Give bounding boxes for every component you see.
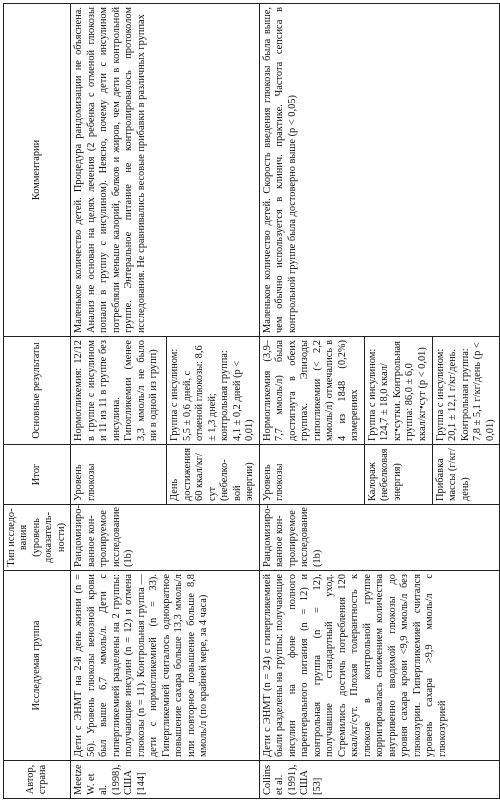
cell-result: Группа с инсулином: 124,7 ± 18,0 ккал/кг•сутки. Контрольная группа: 86,0 ± 6,0 ккал/кг•сут (p < 0,01): [364, 337, 432, 445]
cell-author: Meetze W. et al. (1998), США [144]: [71, 761, 259, 799]
cell-outcome: Калораж (небелковая энергия): [364, 445, 432, 505]
cell-result: Группа с инсулином: 5,5 ± 0,6 дней, с отменой глюкозы: 8,6 ± 1,3 дней; контрольная группа: 4,1 ± 0,2 дней (p < 0,01): [167, 337, 259, 445]
cell-comment: Маленькое количество детей. Процедура рандомизации не объяснена. Анализ не основан на целях лечения (2 ребенка с отменой глюкозы попали в группу с инсулином). Неясно, почему дети с инсулином потребляли меньше калорий, белков и жиров, чем дети в контрольной группе. Энтеральное питание не контролировалось протоколом исследования. Не сравнивались весовые прибавки в различных группах: [71, 4, 259, 337]
cell-group: Дети с ЭНМТ (n = 24) с гипергликемией были разделены на группы: получающие инсулин на фоне полного парентерального питания (n = 12) и контрольная группа (n = 12), получавшие стандартный уход. Стремились достичь потребления 120 ккал/кг/сут. Плохая толерантность к глюкозе в контрольной группе корригировалась снижением количества внутривенно вводимой глюкозы до уровня сахара крови <9,9 ммоль/л без глюкозурии. Гипергликемией считался уровень сахара >9,9 ммоль/л с глюкозурией: [259, 571, 499, 761]
results-table: [3, 3, 500, 799]
cell-group: Дети с ЭНМТ на 2-й день жизни (n = 56). Уровень глюкозы венозной крови был выше 6,7 ммоль/л. Дети с гипергликемией разделены на 2 группы: получающие инсулин (n = 12) и отмена глюкозы (n = 11). Контрольная группа — дети с нормогликемией (n = 33). Гипергликемией считалось однократное повышение сахара больше 13,3 ммоль/л или повторное повышение больше 8,8 ммоль/л (по крайней мере, за 4 часа): [71, 571, 259, 761]
header-result: Основные результаты: [4, 337, 71, 445]
cell-comment: Маленькое количество детей. Скорость введения глюкозы была выше, чем обычно используется в клинич. практике. Частота сепсиса в контрольной группе была достоверно выше (p < 0,05): [259, 4, 499, 337]
cell-result: Нормогликемия: 12/12 в группе с инсулином и 11 из 11 в группе без инсулина. Гипогликемии (менее 3,3 ммоль/л не было ни в одной из групп): [71, 337, 167, 445]
cell-author: Collins et al. (1991), США [53]: [259, 761, 499, 799]
header-row: [4, 4, 71, 799]
cell-type: Рандомизированное контролируемое исследование (1b): [259, 505, 499, 571]
cell-outcome: День достижения 60 ккал/кг/сут (небелковой энергии): [167, 445, 259, 505]
cell-result: Группа с инсулином: 20,1 ± 12,1 г/кг/день. Контрольная группа: 7,8 ± 5,1 г/кг/день (p < 0,01): [432, 337, 499, 445]
header-comment: Комментарии: [4, 4, 71, 337]
cell-result: Нормогликемия (3,9–7,7 ммоль/л) была достигнута в обеих группах. Эпизоды гипогликемии (< 2,2 ммоль/л) отмечались в 4 из 1848 (0,2%) измерениях: [259, 337, 364, 445]
header-outcome: Итог: [4, 445, 71, 505]
table-row: [259, 4, 364, 799]
header-type: Тип исследования (уровень доказательности): [4, 505, 71, 571]
cell-outcome: Уровень глюкозы: [259, 445, 364, 505]
cell-type: Рандомизированное контролируемое исследование (1b): [71, 505, 259, 571]
cell-outcome: Уровень глюкозы: [71, 445, 167, 505]
header-author: Автор, страна: [4, 761, 71, 799]
header-group: Исследуемая группа: [4, 571, 71, 761]
cell-outcome: Прибавка массы (г/кг/день): [432, 445, 499, 505]
table-row: [71, 4, 167, 799]
